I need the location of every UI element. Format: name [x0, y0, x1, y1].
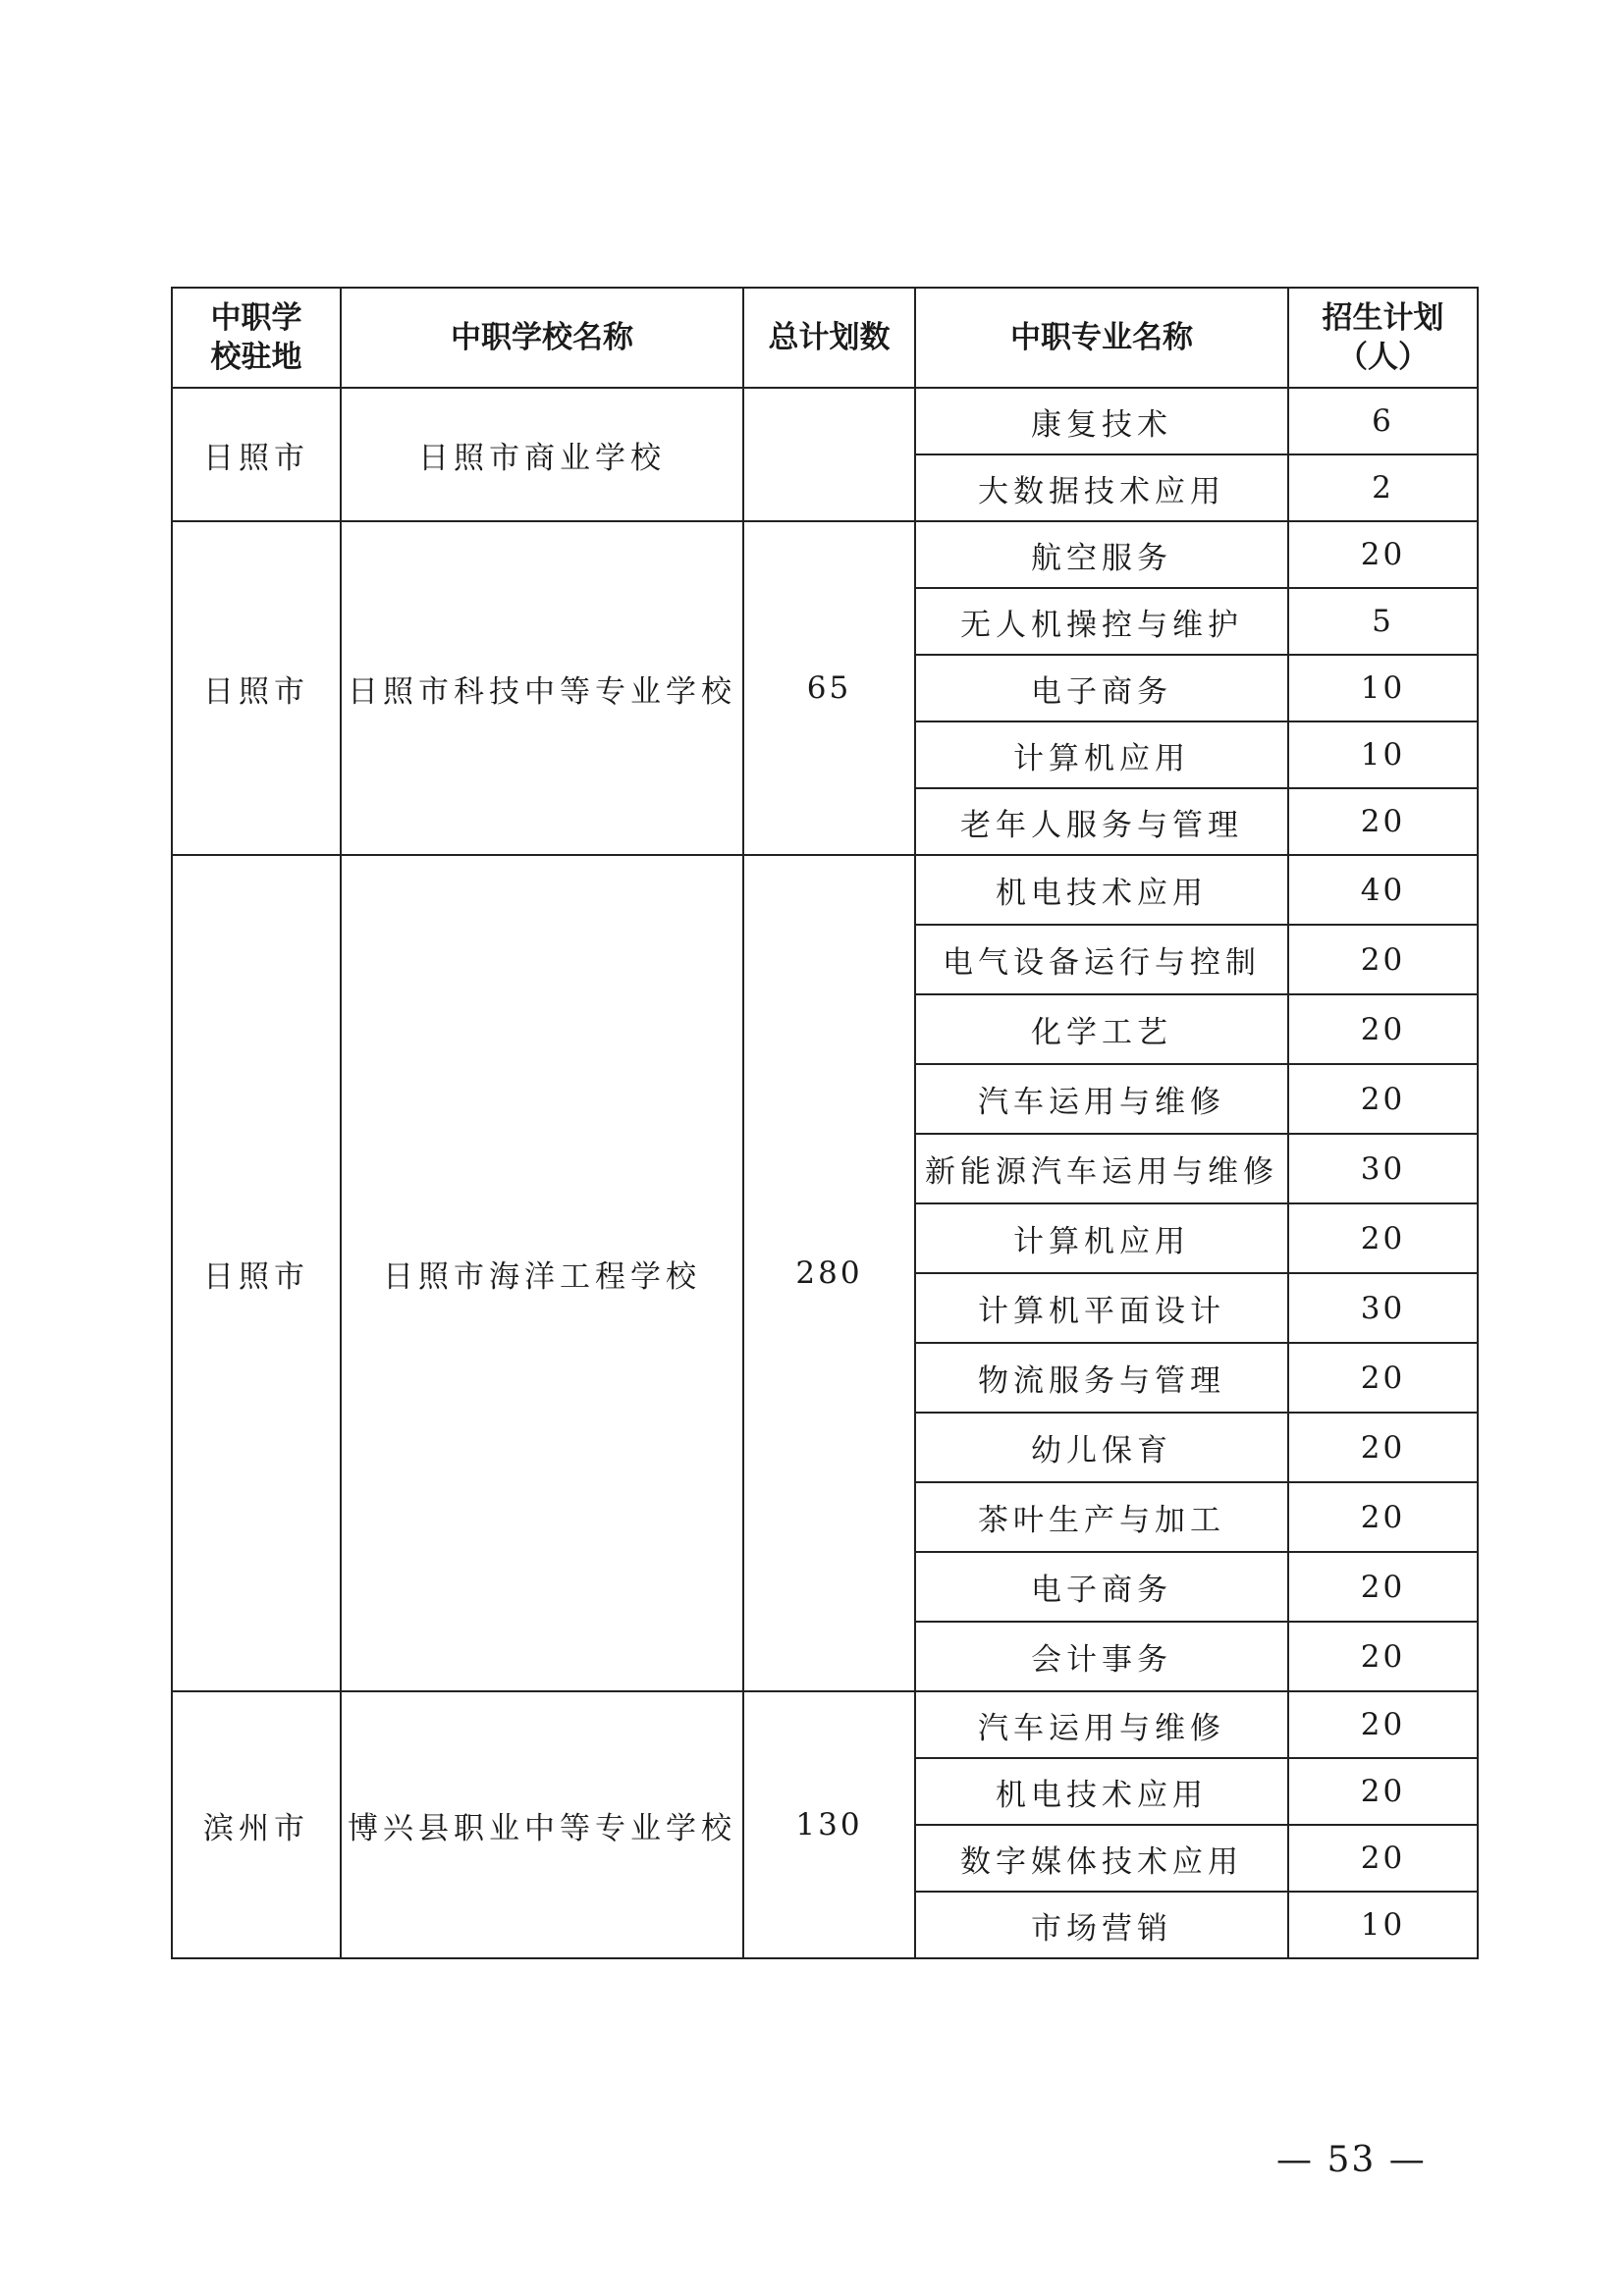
table-header-row	[172, 288, 1478, 388]
header-plan-line2: （人）	[1337, 340, 1429, 375]
plan-cell: 20	[1288, 1622, 1478, 1691]
major-cell: 电子商务	[915, 655, 1288, 721]
plan-cell: 20	[1288, 925, 1478, 994]
plan-cell: 10	[1288, 655, 1478, 721]
region-cell: 日照市	[172, 388, 341, 521]
plan-cell: 20	[1288, 1343, 1478, 1413]
major-cell: 新能源汽车运用与维修	[915, 1134, 1288, 1203]
table-row	[172, 1691, 1478, 1758]
major-cell: 汽车运用与维修	[915, 1691, 1288, 1758]
major-cell: 机电技术应用	[915, 855, 1288, 925]
header-total: 总计划数	[743, 288, 915, 388]
major-cell: 会计事务	[915, 1622, 1288, 1691]
major-cell: 大数据技术应用	[915, 454, 1288, 521]
header-region-line1: 中职学	[210, 300, 302, 336]
major-cell: 茶叶生产与加工	[915, 1482, 1288, 1552]
total-cell: 65	[743, 521, 915, 855]
school-name-cell: 博兴县职业中等专业学校	[341, 1691, 743, 1958]
major-cell: 电子商务	[915, 1552, 1288, 1622]
major-cell: 无人机操控与维护	[915, 588, 1288, 655]
major-cell: 老年人服务与管理	[915, 788, 1288, 855]
header-plan-line1: 招生计划	[1322, 300, 1444, 336]
page-number: — 53 —	[1276, 2140, 1427, 2180]
major-cell: 化学工艺	[915, 994, 1288, 1064]
major-cell: 航空服务	[915, 521, 1288, 588]
plan-cell: 30	[1288, 1134, 1478, 1203]
plan-cell: 10	[1288, 1892, 1478, 1958]
major-cell: 电气设备运行与控制	[915, 925, 1288, 994]
major-cell: 计算机应用	[915, 721, 1288, 788]
header-plan	[1288, 288, 1478, 388]
table-row	[172, 388, 1478, 454]
major-cell: 康复技术	[915, 388, 1288, 454]
major-cell: 汽车运用与维修	[915, 1064, 1288, 1134]
major-cell: 机电技术应用	[915, 1758, 1288, 1825]
plan-cell: 5	[1288, 588, 1478, 655]
plan-cell: 20	[1288, 1482, 1478, 1552]
table-row	[172, 521, 1478, 588]
plan-cell: 20	[1288, 1203, 1478, 1273]
plan-cell: 20	[1288, 1064, 1478, 1134]
plan-cell: 6	[1288, 388, 1478, 454]
major-cell: 物流服务与管理	[915, 1343, 1288, 1413]
plan-cell: 20	[1288, 994, 1478, 1064]
region-cell: 日照市	[172, 855, 341, 1691]
school-name-cell: 日照市商业学校	[341, 388, 743, 521]
major-cell: 计算机平面设计	[915, 1273, 1288, 1343]
enrollment-plan-table	[171, 287, 1479, 1959]
school-name-cell: 日照市海洋工程学校	[341, 855, 743, 1691]
plan-cell: 40	[1288, 855, 1478, 925]
plan-cell: 2	[1288, 454, 1478, 521]
region-cell: 滨州市	[172, 1691, 341, 1958]
header-region-line2: 校驻地	[210, 340, 302, 375]
plan-cell: 20	[1288, 521, 1478, 588]
school-name-cell: 日照市科技中等专业学校	[341, 521, 743, 855]
plan-cell: 20	[1288, 1413, 1478, 1482]
major-cell: 幼儿保育	[915, 1413, 1288, 1482]
total-cell: 280	[743, 855, 915, 1691]
total-cell	[743, 388, 915, 521]
region-cell: 日照市	[172, 521, 341, 855]
plan-cell: 20	[1288, 1825, 1478, 1892]
major-cell: 数字媒体技术应用	[915, 1825, 1288, 1892]
plan-cell: 20	[1288, 788, 1478, 855]
major-cell: 计算机应用	[915, 1203, 1288, 1273]
table-row	[172, 855, 1478, 925]
plan-cell: 20	[1288, 1758, 1478, 1825]
header-school: 中职学校名称	[341, 288, 743, 388]
major-cell: 市场营销	[915, 1892, 1288, 1958]
header-major: 中职专业名称	[915, 288, 1288, 388]
header-region	[172, 288, 341, 388]
plan-cell: 30	[1288, 1273, 1478, 1343]
plan-cell: 20	[1288, 1552, 1478, 1622]
plan-cell: 20	[1288, 1691, 1478, 1758]
total-cell: 130	[743, 1691, 915, 1958]
plan-cell: 10	[1288, 721, 1478, 788]
